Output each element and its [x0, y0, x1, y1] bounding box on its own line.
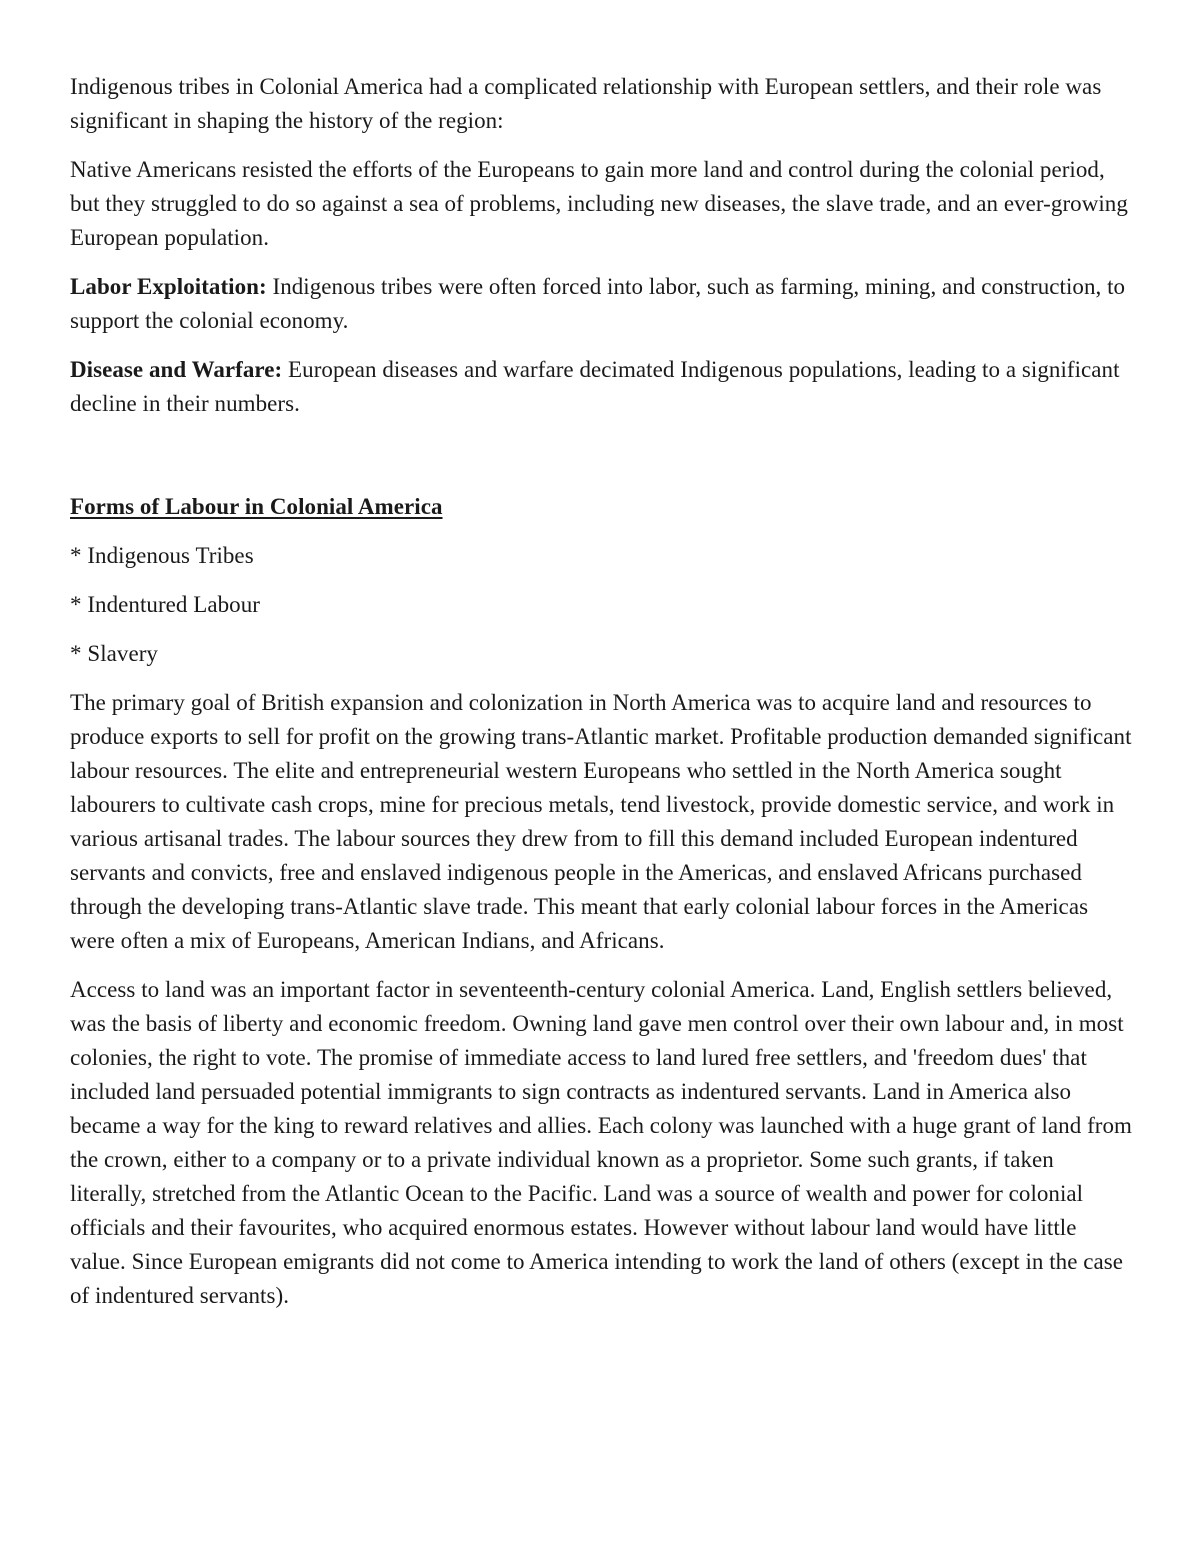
- list-item: * Slavery: [70, 641, 158, 666]
- intro-paragraph: Native Americans resisted the efforts of the Europeans to gain more land and control during the colonial period, but they struggled to do so against a sea of problems, including new diseases, the slave trade, and an ever-growing European population.: [70, 157, 1128, 250]
- disease-warfare-paragraph: [70, 353, 1132, 421]
- list-item: * Indentured Labour: [70, 592, 260, 617]
- labor-exploitation-paragraph: [70, 270, 1132, 338]
- body-paragraph: Access to land was an important factor in seventeenth-century colonial America. Land, English settlers believed, was the basis of liberty and economic freedom. Owning land gave men control over their own labour and, in most colonies, the right to vote. The promise of immediate access to land lured free settlers, and 'freedom dues' that included land persuaded potential immigrants to sign contracts as indentured servants. Land in America also became a way for the king to reward relatives and allies. Each colony was launched with a huge grant of land from the crown, either to a company or to a private individual known as a proprietor. Some such grants, if taken literally, stretched from the Atlantic Ocean to the Pacific. Land was a source of wealth and power for colonial officials and their favourites, who acquired enormous estates. However without labour land would have little value. Since European emigrants did not come to America intending to work the land of others (except in the case of indentured servants).: [70, 977, 1132, 1308]
- body-paragraph: The primary goal of British expansion and colonization in North America was to acquire land and resources to produce exports to sell for profit on the growing trans-Atlantic market. Profitable production demanded significant labour resources. The elite and entrepreneurial western Europeans who settled in the North America sought labourers to cultivate cash crops, mine for precious metals, tend livestock, provide domestic service, and work in various artisanal trades. The labour sources they drew from to fill this demand included European indentured servants and convicts, free and enslaved indigenous people in the Americas, and enslaved Africans purchased through the developing trans-Atlantic slave trade. This meant that early colonial labour forces in the Americas were often a mix of Europeans, American Indians, and Africans.: [70, 690, 1132, 953]
- document-page: [70, 70, 1132, 1328]
- list-item: * Indigenous Tribes: [70, 543, 254, 568]
- section-heading: Forms of Labour in Colonial America: [70, 494, 443, 519]
- point-text: Indigenous tribes were often forced into labor, such as farming, mining, and construction, to support the colonial economy.: [70, 274, 1126, 333]
- point-text: European diseases and warfare decimated Indigenous populations, leading to a significant decline in their numbers.: [70, 357, 1120, 416]
- point-label: Labor Exploitation:: [70, 274, 267, 299]
- intro-paragraph: Indigenous tribes in Colonial America had a complicated relationship with European settlers, and their role was significant in shaping the history of the region:: [70, 74, 1102, 133]
- point-label: Disease and Warfare:: [70, 357, 283, 382]
- labour-forms-list: [70, 539, 1132, 671]
